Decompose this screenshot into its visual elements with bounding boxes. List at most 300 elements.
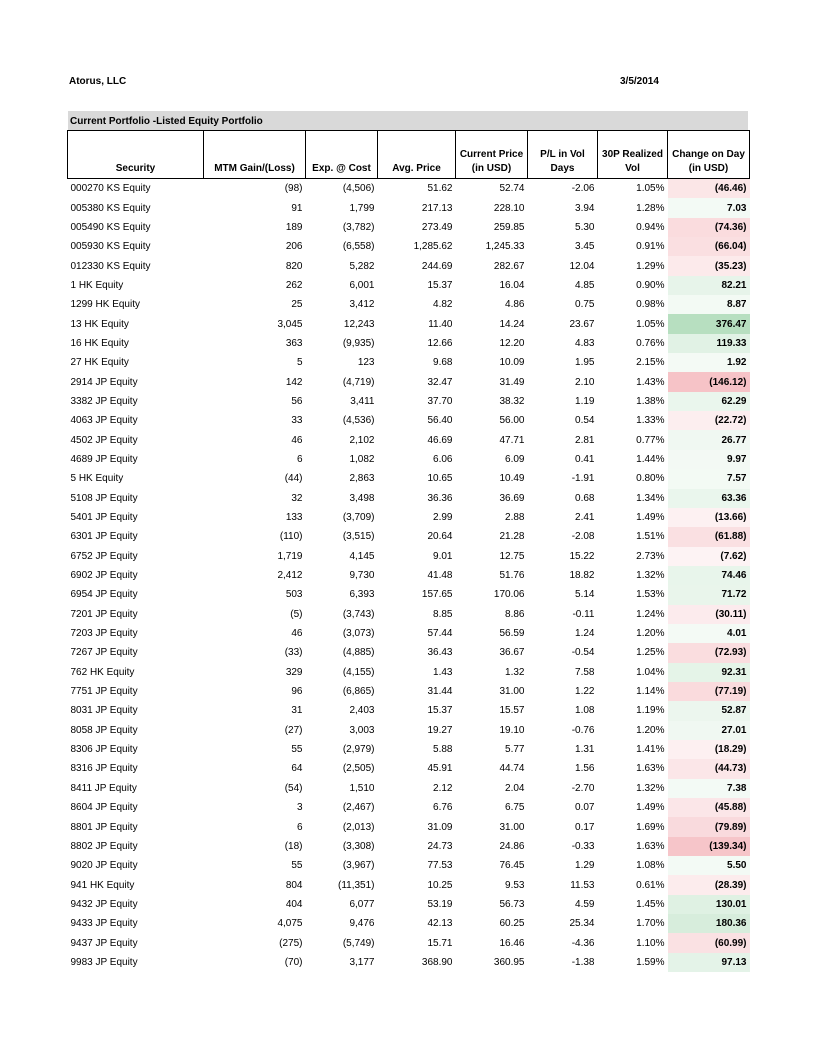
cell-current-price: 259.85 [493,221,525,233]
cell-change-on-day: (77.19) [668,682,750,701]
cell-pl-vol-days: -4.36 [571,937,595,949]
col-header-mtm[interactable]: MTM Gain/(Loss) [204,131,306,179]
cell-change-on-day: 180.36 [668,914,750,933]
cell-avg-price: 53.19 [427,898,453,910]
cell-change-on-day: 71.72 [668,585,750,604]
cell-mtm: 31 [291,705,303,717]
cell-security: 8306 JP Equity [70,744,138,756]
cell-current-price: 170.06 [493,589,525,601]
table-row[interactable] [68,314,750,333]
table-row[interactable] [68,585,750,604]
cell-security: 8031 JP Equity [70,705,138,717]
cell-current-price: 2.04 [505,782,525,794]
cell-avg-price: 24.73 [427,840,453,852]
cell-current-price: 9.53 [505,879,525,891]
cell-mtm: 55 [291,744,303,756]
col-header-security[interactable]: Security [68,131,204,179]
cell-avg-price: 45.91 [427,763,453,775]
cell-current-price: 6.75 [505,802,525,814]
cell-mtm: (18) [284,840,303,852]
cell-mtm: 1,719 [277,550,303,562]
cell-security: 7203 JP Equity [70,628,138,640]
cell-security: 7751 JP Equity [70,686,138,698]
table-row[interactable] [68,547,750,566]
table-row[interactable] [68,624,750,643]
table-row[interactable] [68,779,750,798]
cell-exp: 5,282 [349,260,375,272]
cell-change-on-day: 74.46 [668,566,750,585]
cell-current-price: 31.00 [499,686,525,698]
cell-security: 8411 JP Equity [70,782,137,794]
cell-realized-vol: 1.70% [636,918,665,930]
cell-pl-vol-days: 12.04 [569,260,595,272]
cell-mtm: (33) [284,647,303,659]
cell-mtm: 55 [291,860,303,872]
table-row[interactable] [68,353,750,372]
cell-avg-price: 11.40 [428,318,453,330]
cell-mtm: 96 [291,686,303,698]
cell-mtm: 363 [285,337,303,349]
table-row[interactable] [68,837,750,856]
table-row[interactable] [68,643,750,662]
cell-realized-vol: 0.61% [636,879,665,891]
cell-current-price: 6.09 [505,453,525,465]
table-row[interactable] [68,817,750,836]
cell-realized-vol: 1.45% [636,898,665,910]
cell-mtm: 133 [285,512,303,524]
cell-security: 005490 KS Equity [70,221,151,233]
table-row[interactable] [68,895,750,914]
cell-security: 4063 JP Equity [70,415,138,427]
cell-current-price: 10.09 [499,357,525,369]
cell-exp: 123 [357,357,375,369]
cell-exp: 9,476 [349,918,375,930]
cell-pl-vol-days: 5.30 [575,221,595,233]
cell-change-on-day: 63.36 [668,489,750,508]
table-row[interactable] [68,759,750,778]
table-row[interactable] [68,663,750,682]
cell-change-on-day: 9.97 [668,450,750,469]
cell-avg-price: 6.06 [433,453,453,465]
cell-avg-price: 41.48 [427,570,453,582]
cell-realized-vol: 1.53% [636,589,665,601]
cell-pl-vol-days: 0.68 [575,492,595,504]
cell-security: 13 HK Equity [70,318,129,330]
cell-current-price: 14.24 [499,318,525,330]
cell-pl-vol-days: 1.22 [575,686,595,698]
table-row[interactable] [68,527,750,546]
cell-current-price: 15.57 [499,705,525,717]
cell-pl-vol-days: -0.33 [571,840,595,852]
cell-mtm: 46 [291,628,303,640]
cell-change-on-day: 8.87 [668,295,750,314]
cell-avg-price: 19.27 [427,724,453,736]
cell-pl-vol-days: 1.08 [575,705,595,717]
cell-security: 16 HK Equity [70,337,129,349]
cell-security: 9020 JP Equity [70,860,138,872]
table-row[interactable] [68,430,750,449]
cell-exp: 6,001 [349,279,375,291]
cell-current-price: 12.20 [499,337,525,349]
cell-security: 012330 KS Equity [70,260,151,272]
cell-realized-vol: 1.51% [636,531,665,543]
cell-change-on-day: 130.01 [668,895,750,914]
cell-current-price: 24.86 [499,840,525,852]
cell-mtm: (5) [290,608,303,620]
cell-pl-vol-days: 2.81 [575,434,595,446]
cell-mtm: 46 [291,434,303,446]
cell-pl-vol-days: 3.94 [575,202,595,214]
cell-avg-price: 8.85 [433,608,453,620]
col-header-avg-price[interactable]: Avg. Price [378,131,456,179]
cell-security: 3382 JP Equity [70,395,138,407]
cell-current-price: 76.45 [499,860,525,872]
cell-avg-price: 2.99 [433,512,453,524]
cell-realized-vol: 1.32% [636,570,665,582]
cell-realized-vol: 0.91% [636,241,665,253]
cell-avg-price: 15.71 [427,937,453,949]
cell-avg-price: 36.43 [427,647,453,659]
cell-exp: (6,558) [342,241,375,253]
cell-pl-vol-days: 0.54 [575,415,595,427]
cell-change-on-day: 52.87 [668,701,750,720]
cell-avg-price: 32.47 [427,376,453,388]
cell-security: 4689 JP Equity [70,453,138,465]
cell-pl-vol-days: -2.70 [571,782,595,794]
cell-realized-vol: 1.10% [636,937,665,949]
cell-realized-vol: 1.32% [636,782,665,794]
table-row[interactable] [68,875,750,894]
cell-pl-vol-days: 11.53 [570,879,595,891]
cell-mtm: 820 [285,260,303,272]
cell-avg-price: 37.70 [427,395,453,407]
cell-realized-vol: 1.19% [636,705,665,717]
cell-avg-price: 31.44 [427,686,453,698]
cell-avg-price: 368.90 [421,956,453,968]
cell-realized-vol: 1.34% [636,492,665,504]
cell-exp: 3,411 [350,395,375,407]
table-row[interactable] [68,450,750,469]
cell-avg-price: 36.36 [427,492,453,504]
cell-change-on-day: (22.72) [668,411,750,430]
cell-change-on-day: (146.12) [668,372,750,391]
cell-security: 8802 JP Equity [70,840,138,852]
cell-exp: 2,102 [349,434,375,446]
cell-change-on-day: (18.29) [668,740,750,759]
portfolio-table [67,130,750,972]
cell-mtm: 142 [285,376,303,388]
table-row[interactable] [68,566,750,585]
table-row[interactable] [68,682,750,701]
cell-current-price: 2.88 [505,512,525,524]
cell-current-price: 21.28 [499,531,525,543]
cell-avg-price: 12.66 [427,337,453,349]
table-row[interactable] [68,914,750,933]
cell-change-on-day: (45.88) [668,798,750,817]
report-date: 3/5/2014 [620,76,659,87]
cell-change-on-day: 62.29 [668,392,750,411]
table-row[interactable] [68,469,750,488]
cell-change-on-day: (13.66) [668,508,750,527]
cell-realized-vol: 1.25% [636,647,665,659]
table-row[interactable] [68,276,750,295]
table-row[interactable] [68,411,750,430]
cell-pl-vol-days: 1.56 [575,763,595,775]
table-row[interactable] [68,179,750,199]
cell-exp: 3,177 [349,956,375,968]
cell-exp: (4,719) [342,376,375,388]
cell-pl-vol-days: -1.38 [571,956,595,968]
cell-mtm: 4,075 [277,918,303,930]
cell-realized-vol: 1.44% [636,453,665,465]
cell-exp: (2,467) [342,802,375,814]
cell-realized-vol: 1.49% [636,802,665,814]
cell-realized-vol: 1.05% [636,183,665,195]
cell-exp: (5,749) [342,937,375,949]
cell-avg-price: 57.44 [427,628,453,640]
cell-mtm: (27) [284,724,303,736]
cell-security: 762 HK Equity [70,666,135,678]
cell-pl-vol-days: 0.75 [575,299,595,311]
cell-security: 5401 JP Equity [70,512,138,524]
cell-exp: (3,073) [342,628,375,640]
table-row[interactable] [68,701,750,720]
cell-pl-vol-days: 5.14 [575,589,595,601]
cell-pl-vol-days: 1.31 [575,744,595,756]
cell-avg-price: 244.69 [421,260,453,272]
cell-avg-price: 77.53 [427,860,453,872]
table-row[interactable] [68,198,750,217]
cell-security: 005380 KS Equity [70,202,151,214]
table-header-row [68,131,750,179]
cell-security: 6301 JP Equity [70,531,138,543]
cell-current-price: 31.49 [499,376,525,388]
cell-security: 6752 JP Equity [70,550,138,562]
col-header-pl-vol-days[interactable]: P/L in Vol Days [528,131,598,179]
table-row[interactable] [68,953,750,972]
cell-exp: 3,412 [349,299,375,311]
cell-current-price: 36.67 [499,647,525,659]
cell-pl-vol-days: 7.58 [575,666,595,678]
cell-change-on-day: 27.01 [668,721,750,740]
cell-change-on-day: (44.73) [668,759,750,778]
cell-security: 5108 JP Equity [70,492,138,504]
cell-avg-price: 51.62 [427,183,453,195]
cell-realized-vol: 1.38% [636,395,665,407]
col-header-change-on-day[interactable]: Change on Day (in USD) [668,131,750,179]
cell-mtm: 6 [296,821,303,833]
cell-security: 1299 HK Equity [70,299,140,311]
cell-avg-price: 5.88 [433,744,453,756]
cell-avg-price: 6.76 [433,802,453,814]
cell-current-price: 282.67 [493,260,525,272]
table-row[interactable] [68,489,750,508]
cell-security: 5 HK Equity [70,473,124,485]
cell-pl-vol-days: 4.83 [575,337,595,349]
cell-avg-price: 2.12 [433,782,453,794]
cell-exp: (3,515) [342,531,375,543]
cell-change-on-day: 7.03 [668,198,750,217]
cell-exp: (9,935) [342,337,375,349]
table-row[interactable] [68,605,750,624]
cell-change-on-day: (74.36) [668,218,750,237]
cell-realized-vol: 1.49% [636,512,665,524]
table-row[interactable] [68,856,750,875]
cell-current-price: 4.86 [505,299,525,311]
cell-security: 1 HK Equity [70,279,124,291]
cell-mtm: 3,045 [277,318,303,330]
cell-avg-price: 42.13 [427,918,453,930]
cell-security: 000270 KS Equity [70,183,151,195]
cell-avg-price: 10.65 [427,473,453,485]
cell-exp: (3,308) [342,840,375,852]
col-header-current-price[interactable]: Current Price (in USD) [456,131,528,179]
cell-avg-price: 217.13 [421,202,453,214]
cell-realized-vol: 0.94% [636,221,665,233]
cell-security: 27 HK Equity [70,357,129,369]
cell-current-price: 360.95 [493,956,525,968]
table-row[interactable] [68,508,750,527]
cell-current-price: 228.10 [493,202,525,214]
cell-mtm: 262 [285,279,303,291]
cell-avg-price: 157.65 [421,589,453,601]
cell-change-on-day: (30.11) [668,605,750,624]
cell-realized-vol: 1.63% [636,840,665,852]
cell-change-on-day: 92.31 [668,663,750,682]
cell-change-on-day: 82.21 [668,276,750,295]
cell-pl-vol-days: -2.06 [571,183,595,195]
cell-mtm: (98) [284,183,303,195]
cell-pl-vol-days: 25.34 [569,918,595,930]
cell-security: 941 HK Equity [70,879,135,891]
cell-realized-vol: 0.76% [636,337,665,349]
table-row[interactable] [68,372,750,391]
cell-change-on-day: (79.89) [668,817,750,836]
cell-avg-price: 9.68 [433,357,453,369]
table-row[interactable] [68,933,750,952]
cell-change-on-day: (72.93) [668,643,750,662]
col-header-realized-vol[interactable]: 30P Realized Vol [598,131,668,179]
table-row[interactable] [68,392,750,411]
cell-realized-vol: 0.80% [636,473,665,485]
cell-current-price: 51.76 [499,570,525,582]
cell-mtm: 33 [291,415,303,427]
cell-change-on-day: (61.88) [668,527,750,546]
cell-mtm: 2,412 [277,570,303,582]
table-row[interactable] [68,256,750,275]
cell-avg-price: 20.64 [427,531,453,543]
table-row[interactable] [68,334,750,353]
cell-avg-price: 15.37 [427,279,453,291]
cell-pl-vol-days: -2.08 [571,531,595,543]
cell-current-price: 38.32 [499,395,525,407]
cell-exp: 1,799 [349,202,375,214]
cell-exp: (4,536) [342,415,375,427]
cell-realized-vol: 1.43% [636,376,665,388]
cell-exp: (11,351) [337,879,375,891]
cell-exp: 3,498 [349,492,375,504]
cell-mtm: (275) [279,937,303,949]
col-header-exp[interactable]: Exp. @ Cost [306,131,378,179]
cell-realized-vol: 1.20% [636,724,665,736]
cell-realized-vol: 1.28% [636,202,665,214]
cell-realized-vol: 1.63% [636,763,665,775]
cell-realized-vol: 2.73% [636,550,665,562]
cell-exp: 1,082 [349,453,375,465]
cell-security: 6902 JP Equity [70,570,138,582]
cell-change-on-day: (46.46) [668,179,750,199]
cell-security: 8604 JP Equity [70,802,138,814]
cell-realized-vol: 1.29% [636,260,665,272]
cell-mtm: 404 [285,898,303,910]
table-row[interactable] [68,798,750,817]
cell-mtm: 5 [296,357,303,369]
cell-security: 6954 JP Equity [70,589,138,601]
cell-avg-price: 15.37 [427,705,453,717]
cell-avg-price: 1.43 [433,666,453,678]
cell-exp: 2,863 [349,473,375,485]
cell-security: 8316 JP Equity [70,763,138,775]
cell-exp: 3,003 [349,724,375,736]
cell-exp: 4,145 [349,550,375,562]
table-row[interactable] [68,721,750,740]
company-name: Atorus, LLC [69,76,127,87]
cell-exp: (3,743) [342,608,375,620]
cell-avg-price: 31.09 [427,821,453,833]
cell-current-price: 56.00 [499,415,525,427]
cell-realized-vol: 2.15% [636,357,665,369]
cell-security: 9437 JP Equity [70,937,138,949]
cell-exp: 9,730 [349,570,375,582]
table-row[interactable] [68,295,750,314]
cell-current-price: 44.74 [499,763,525,775]
cell-current-price: 52.74 [499,183,525,195]
cell-security: 7267 JP Equity [70,647,138,659]
cell-security: 8058 JP Equity [70,724,138,736]
cell-change-on-day: (28.39) [668,875,750,894]
cell-exp: (2,013) [342,821,375,833]
cell-exp: (4,885) [342,647,375,659]
cell-mtm: (110) [279,531,303,543]
cell-current-price: 10.49 [499,473,525,485]
cell-pl-vol-days: 4.85 [575,279,595,291]
table-row[interactable] [68,218,750,237]
cell-exp: (4,506) [342,183,375,195]
cell-realized-vol: 0.98% [636,299,665,311]
cell-security: 9432 JP Equity [70,898,138,910]
cell-exp: (4,155) [342,666,375,678]
table-row[interactable] [68,237,750,256]
table-row[interactable] [68,740,750,759]
cell-current-price: 47.71 [499,434,525,446]
cell-exp: 6,077 [349,898,375,910]
cell-realized-vol: 0.90% [636,279,665,291]
cell-realized-vol: 1.24% [636,608,665,620]
cell-exp: (3,967) [342,860,375,872]
cell-realized-vol: 1.20% [636,628,665,640]
cell-current-price: 5.77 [505,744,525,756]
cell-change-on-day: (35.23) [668,256,750,275]
cell-security: 8801 JP Equity [70,821,138,833]
cell-pl-vol-days: 4.59 [575,898,595,910]
cell-realized-vol: 1.41% [636,744,665,756]
section-title: Current Portfolio -Listed Equity Portfolio [68,111,748,130]
cell-realized-vol: 1.08% [636,860,665,872]
cell-change-on-day: 7.57 [668,469,750,488]
cell-pl-vol-days: 1.29 [575,860,595,872]
cell-current-price: 19.10 [499,724,525,736]
cell-pl-vol-days: 3.45 [575,241,595,253]
